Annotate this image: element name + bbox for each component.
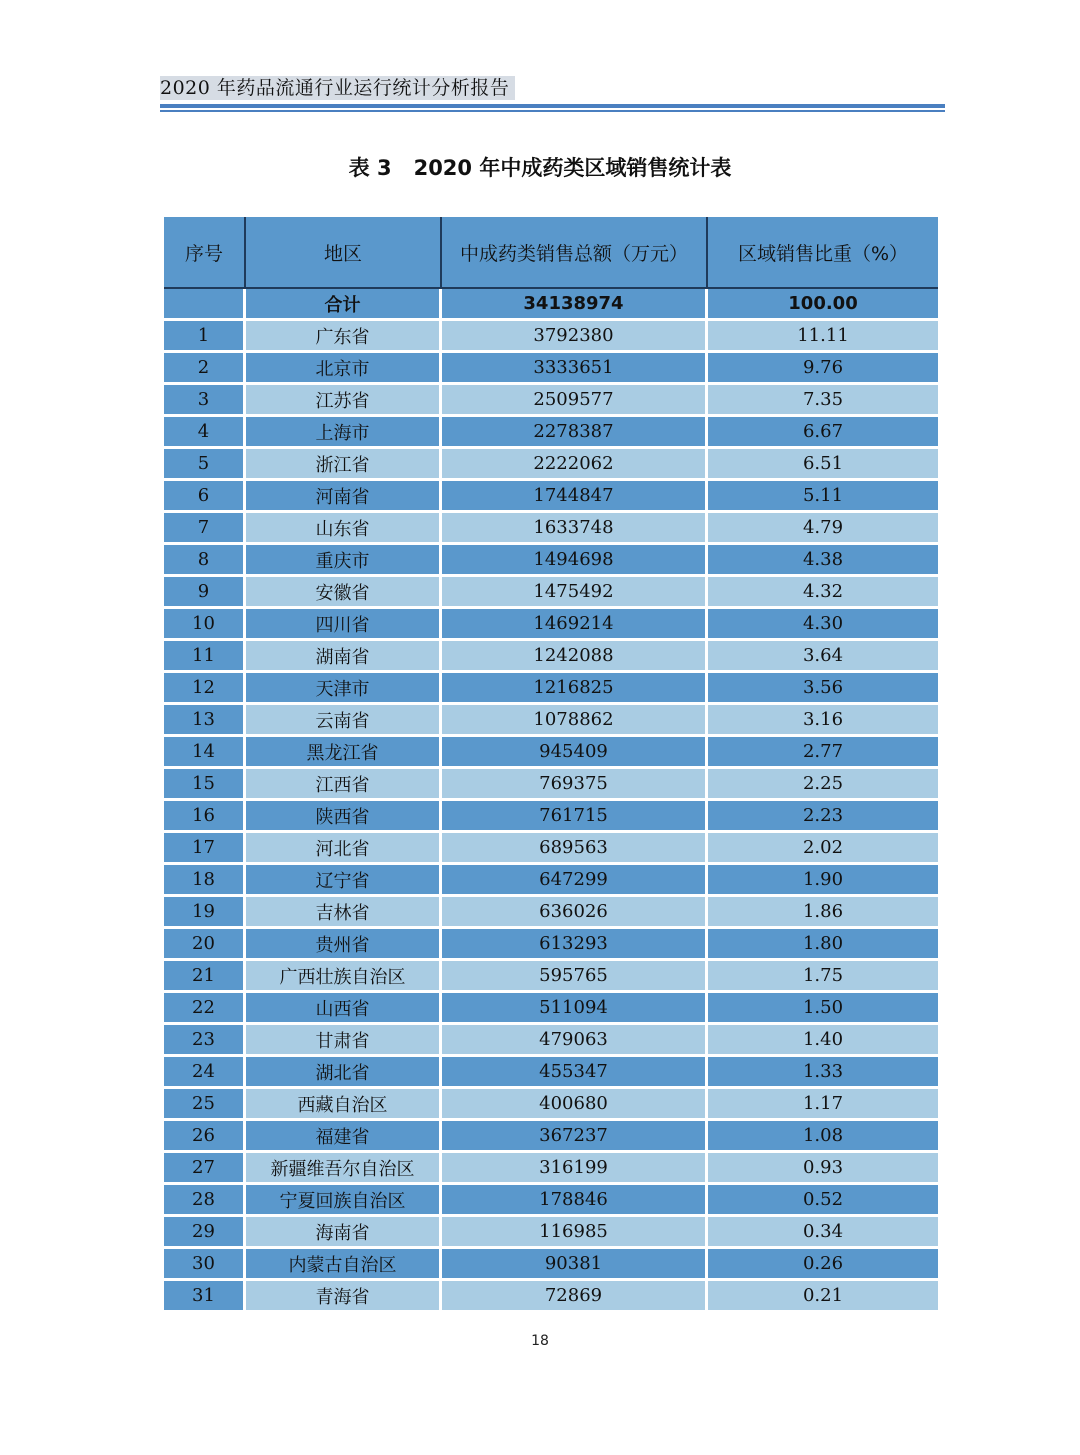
no-cell: 13 xyxy=(164,705,246,737)
no-cell: 22 xyxy=(164,993,246,1025)
no-cell: 28 xyxy=(164,1185,246,1217)
no-cell: 2 xyxy=(164,353,246,385)
sales-cell: 1078862 xyxy=(442,705,708,737)
sales-cell: 178846 xyxy=(442,1185,708,1217)
table-row xyxy=(164,833,938,865)
region-cell: 陕西省 xyxy=(246,801,442,833)
table-row xyxy=(164,769,938,801)
share-cell: 5.11 xyxy=(708,481,938,513)
table-row xyxy=(164,1217,938,1249)
column-header-sales: 中成药类销售总额（万元） xyxy=(442,217,708,289)
share-cell: 1.75 xyxy=(708,961,938,993)
table-row xyxy=(164,577,938,609)
table-title-prefix: 表 3 xyxy=(348,156,392,180)
sales-cell: 761715 xyxy=(442,801,708,833)
no-cell: 31 xyxy=(164,1281,246,1313)
share-cell: 0.52 xyxy=(708,1185,938,1217)
share-cell: 3.56 xyxy=(708,673,938,705)
total-sales-cell: 34138974 xyxy=(442,289,708,321)
total-label-cell: 合计 xyxy=(246,289,442,321)
sales-cell: 1744847 xyxy=(442,481,708,513)
no-cell: 23 xyxy=(164,1025,246,1057)
sales-cell: 511094 xyxy=(442,993,708,1025)
sales-cell: 367237 xyxy=(442,1121,708,1153)
region-cell: 四川省 xyxy=(246,609,442,641)
table-row xyxy=(164,737,938,769)
no-cell: 21 xyxy=(164,961,246,993)
region-cell: 江西省 xyxy=(246,769,442,801)
share-cell: 4.30 xyxy=(708,609,938,641)
share-cell: 2.77 xyxy=(708,737,938,769)
no-cell: 30 xyxy=(164,1249,246,1281)
share-cell: 0.21 xyxy=(708,1281,938,1313)
total-row xyxy=(164,289,938,321)
no-cell: 19 xyxy=(164,897,246,929)
region-cell: 广东省 xyxy=(246,321,442,353)
region-cell: 甘肃省 xyxy=(246,1025,442,1057)
no-cell: 14 xyxy=(164,737,246,769)
region-cell: 湖南省 xyxy=(246,641,442,673)
region-cell: 云南省 xyxy=(246,705,442,737)
no-cell: 15 xyxy=(164,769,246,801)
region-cell: 河北省 xyxy=(246,833,442,865)
table-row xyxy=(164,865,938,897)
sales-cell: 72869 xyxy=(442,1281,708,1313)
table-row xyxy=(164,385,938,417)
table-row xyxy=(164,1249,938,1281)
share-cell: 1.40 xyxy=(708,1025,938,1057)
table-row xyxy=(164,481,938,513)
region-cell: 广西壮族自治区 xyxy=(246,961,442,993)
table-row xyxy=(164,1057,938,1089)
no-cell: 25 xyxy=(164,1089,246,1121)
sales-cell: 2509577 xyxy=(442,385,708,417)
column-header-no: 序号 xyxy=(164,217,246,289)
running-header xyxy=(160,72,945,102)
share-cell: 1.50 xyxy=(708,993,938,1025)
sales-cell: 3333651 xyxy=(442,353,708,385)
sales-cell: 2222062 xyxy=(442,449,708,481)
table-row xyxy=(164,1025,938,1057)
share-cell: 3.64 xyxy=(708,641,938,673)
table-row xyxy=(164,1121,938,1153)
share-cell: 4.32 xyxy=(708,577,938,609)
share-cell: 1.80 xyxy=(708,929,938,961)
region-cell: 河南省 xyxy=(246,481,442,513)
share-cell: 7.35 xyxy=(708,385,938,417)
share-cell: 1.17 xyxy=(708,1089,938,1121)
no-cell: 11 xyxy=(164,641,246,673)
region-cell: 青海省 xyxy=(246,1281,442,1313)
share-cell: 6.67 xyxy=(708,417,938,449)
no-cell: 4 xyxy=(164,417,246,449)
no-cell: 9 xyxy=(164,577,246,609)
sales-cell: 1633748 xyxy=(442,513,708,545)
sales-cell: 769375 xyxy=(442,769,708,801)
region-cell: 山东省 xyxy=(246,513,442,545)
header-rule-thick xyxy=(160,104,945,108)
no-cell: 24 xyxy=(164,1057,246,1089)
no-cell: 10 xyxy=(164,609,246,641)
table-row xyxy=(164,545,938,577)
no-cell: 16 xyxy=(164,801,246,833)
sales-cell: 3792380 xyxy=(442,321,708,353)
table-row xyxy=(164,673,938,705)
table-row xyxy=(164,321,938,353)
table-row xyxy=(164,801,938,833)
table-row xyxy=(164,513,938,545)
region-cell: 新疆维吾尔自治区 xyxy=(246,1153,442,1185)
region-cell: 江苏省 xyxy=(246,385,442,417)
header-rule-thin xyxy=(160,110,945,112)
no-cell: 29 xyxy=(164,1217,246,1249)
sales-cell: 689563 xyxy=(442,833,708,865)
region-cell: 上海市 xyxy=(246,417,442,449)
region-cell: 内蒙古自治区 xyxy=(246,1249,442,1281)
sales-cell: 1216825 xyxy=(442,673,708,705)
no-cell: 26 xyxy=(164,1121,246,1153)
table-row xyxy=(164,705,938,737)
no-cell: 5 xyxy=(164,449,246,481)
share-cell: 9.76 xyxy=(708,353,938,385)
table-row xyxy=(164,993,938,1025)
share-cell: 1.86 xyxy=(708,897,938,929)
total-share-cell: 100.00 xyxy=(708,289,938,321)
share-cell: 1.08 xyxy=(708,1121,938,1153)
table-row xyxy=(164,609,938,641)
region-cell: 西藏自治区 xyxy=(246,1089,442,1121)
share-cell: 0.26 xyxy=(708,1249,938,1281)
region-cell: 安徽省 xyxy=(246,577,442,609)
table-row xyxy=(164,353,938,385)
region-cell: 贵州省 xyxy=(246,929,442,961)
sales-cell: 595765 xyxy=(442,961,708,993)
sales-cell: 613293 xyxy=(442,929,708,961)
sales-cell: 1242088 xyxy=(442,641,708,673)
region-cell: 福建省 xyxy=(246,1121,442,1153)
total-no-cell xyxy=(164,289,246,321)
table-row xyxy=(164,1153,938,1185)
table-row xyxy=(164,1089,938,1121)
share-cell: 6.51 xyxy=(708,449,938,481)
sales-cell: 90381 xyxy=(442,1249,708,1281)
region-cell: 湖北省 xyxy=(246,1057,442,1089)
table-row xyxy=(164,1281,938,1313)
region-cell: 浙江省 xyxy=(246,449,442,481)
sales-cell: 647299 xyxy=(442,865,708,897)
no-cell: 18 xyxy=(164,865,246,897)
region-cell: 海南省 xyxy=(246,1217,442,1249)
sales-cell: 316199 xyxy=(442,1153,708,1185)
table-row xyxy=(164,929,938,961)
share-cell: 2.23 xyxy=(708,801,938,833)
region-cell: 山西省 xyxy=(246,993,442,1025)
share-cell: 4.79 xyxy=(708,513,938,545)
no-cell: 27 xyxy=(164,1153,246,1185)
column-header-region: 地区 xyxy=(246,217,442,289)
table-row xyxy=(164,897,938,929)
region-cell: 宁夏回族自治区 xyxy=(246,1185,442,1217)
table-row xyxy=(164,1185,938,1217)
region-cell: 北京市 xyxy=(246,353,442,385)
no-cell: 12 xyxy=(164,673,246,705)
region-cell: 重庆市 xyxy=(246,545,442,577)
sales-cell: 1494698 xyxy=(442,545,708,577)
share-cell: 11.11 xyxy=(708,321,938,353)
region-cell: 吉林省 xyxy=(246,897,442,929)
share-cell: 3.16 xyxy=(708,705,938,737)
region-cell: 天津市 xyxy=(246,673,442,705)
share-cell: 1.33 xyxy=(708,1057,938,1089)
share-cell: 1.90 xyxy=(708,865,938,897)
running-header-title: 2020 年药品流通行业运行统计分析报告 xyxy=(160,76,515,100)
share-cell: 2.25 xyxy=(708,769,938,801)
sales-cell: 479063 xyxy=(442,1025,708,1057)
table-row xyxy=(164,417,938,449)
sales-cell: 116985 xyxy=(442,1217,708,1249)
region-cell: 辽宁省 xyxy=(246,865,442,897)
sales-cell: 1475492 xyxy=(442,577,708,609)
sales-cell: 636026 xyxy=(442,897,708,929)
share-cell: 0.34 xyxy=(708,1217,938,1249)
no-cell: 20 xyxy=(164,929,246,961)
no-cell: 7 xyxy=(164,513,246,545)
region-cell: 黑龙江省 xyxy=(246,737,442,769)
no-cell: 3 xyxy=(164,385,246,417)
sales-table xyxy=(164,217,938,1313)
table-row xyxy=(164,449,938,481)
no-cell: 1 xyxy=(164,321,246,353)
sales-cell: 1469214 xyxy=(442,609,708,641)
table-header-row xyxy=(164,217,938,289)
page-number: 18 xyxy=(531,1333,549,1349)
sales-cell: 455347 xyxy=(442,1057,708,1089)
no-cell: 17 xyxy=(164,833,246,865)
sales-cell: 2278387 xyxy=(442,417,708,449)
sales-cell: 400680 xyxy=(442,1089,708,1121)
table-title-text: 2020 年中成药类区域销售统计表 xyxy=(413,156,732,180)
table-title xyxy=(0,152,1080,182)
table-row xyxy=(164,641,938,673)
share-cell: 2.02 xyxy=(708,833,938,865)
share-cell: 4.38 xyxy=(708,545,938,577)
column-header-share: 区域销售比重（%） xyxy=(708,217,938,289)
no-cell: 8 xyxy=(164,545,246,577)
no-cell: 6 xyxy=(164,481,246,513)
table-row xyxy=(164,961,938,993)
share-cell: 0.93 xyxy=(708,1153,938,1185)
sales-cell: 945409 xyxy=(442,737,708,769)
table-body xyxy=(164,289,938,1313)
